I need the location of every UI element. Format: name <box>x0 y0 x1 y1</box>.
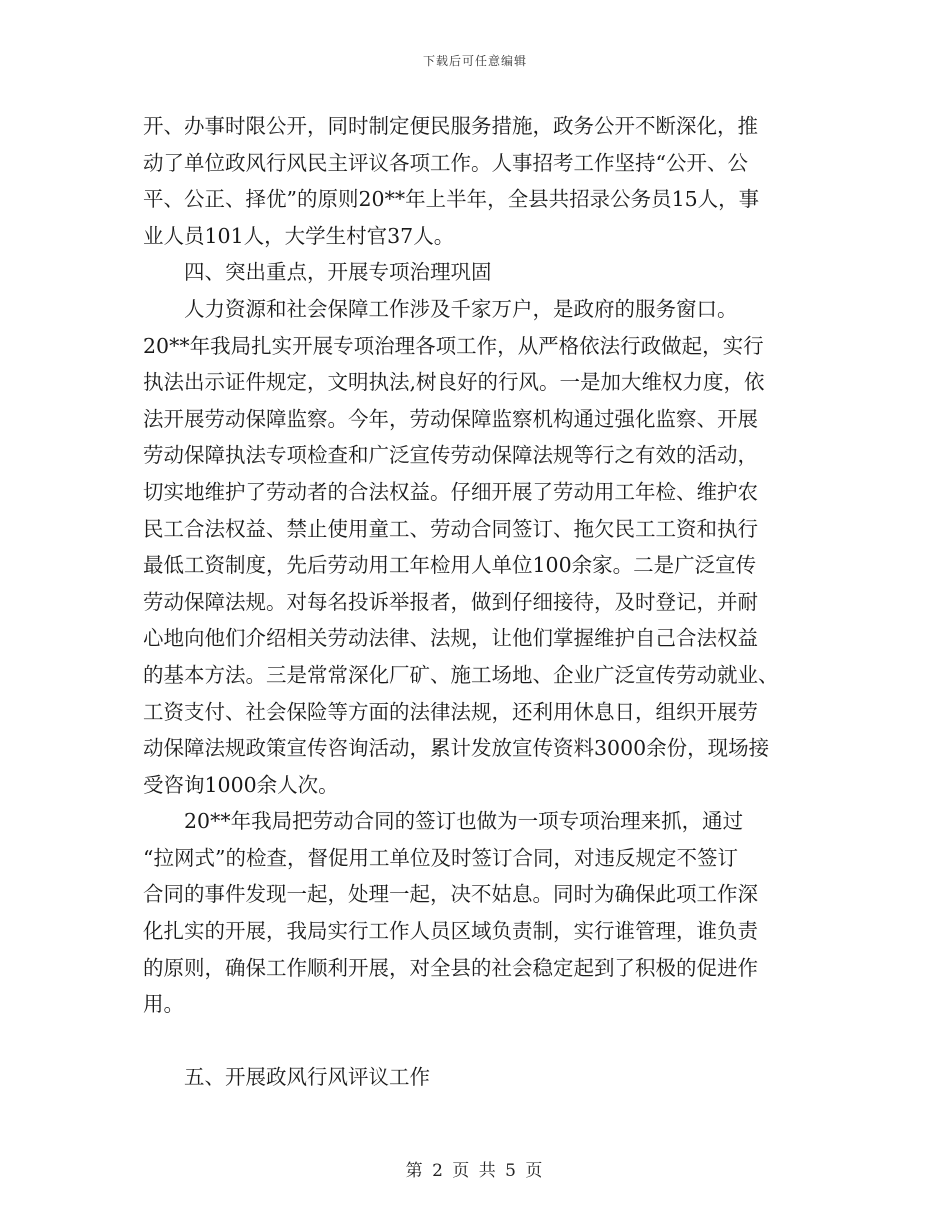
text-line: 劳动保障执法专项检查和广泛宣传劳动保障法规等行之有效的活动， <box>143 443 758 468</box>
text-line: 20**年我局扎实开展专项治理各项工作，从严格依法行政做起，实行 <box>143 333 764 358</box>
text-line: 20**年我局把劳动合同的签订也做为一项专项治理来抓，通过 <box>143 809 744 834</box>
text-line: 工资支付、社会保险等方面的法律法规，还利用休息日，组织开展劳 <box>143 699 758 724</box>
text-line: 受咨询1000余人次。 <box>143 772 339 797</box>
text-line: 动保障法规政策宣传咨询活动，累计发放宣传资料3000余份，现场接 <box>143 736 770 761</box>
page-number: 第 2 页 共 5 页 <box>405 1161 545 1181</box>
text-line: 人力资源和社会保障工作涉及千家万户，是政府的服务窗口。 <box>143 296 738 321</box>
text-line: 执法出示证件规定，文明执法,树良好的行风。一是加大维权力度，依 <box>143 370 765 395</box>
text-line: 的基本方法。三是常常深化厂矿、施工场地、企业广泛宣传劳动就业、 <box>143 662 779 687</box>
text-line: 化扎实的开展，我局实行工作人员区域负责制，实行谁管理，谁负责 <box>143 919 758 944</box>
text-line: 心地向他们介绍相关劳动法律、法规，让他们掌握维护自己合法权益 <box>143 626 758 651</box>
text-line: 法开展劳动保障监察。今年，劳动保障监察机构通过强化监察、开展 <box>143 406 758 431</box>
document-body <box>143 108 809 1096</box>
text-line: 合同的事件发现一起，处理一起，决不姑息。同时为确保此项工作深 <box>143 882 758 907</box>
text-line: 劳动保障法规。对每名投诉举报者，做到仔细接待，及时登记，并耐 <box>143 589 758 614</box>
blank-line <box>143 1023 809 1060</box>
page-header: 下载后可任意编辑 <box>422 54 527 68</box>
text-line: 切实地维护了劳动者的合法权益。仔细开展了劳动用工年检、维护农 <box>143 479 758 504</box>
section-heading: 五、开展政风行风评议工作 <box>143 1065 430 1090</box>
text-line: 开、办事时限公开，同时制定便民服务措施，政务公开不断深化，推 <box>143 114 758 138</box>
text-line: 用。 <box>143 992 184 1017</box>
text-line: 业人员101人，大学生村官37人。 <box>143 223 455 248</box>
text-line: 最低工资制度，先后劳动用工年检用人单位100余家。二是广泛宣传 <box>143 553 757 578</box>
section-heading: 四、突出重点，开展专项治理巩固 <box>143 260 492 285</box>
text-line: 动了单位政风行风民主评议各项工作。人事招考工作坚持“公开、公 <box>143 150 748 175</box>
text-line: 的原则，确保工作顺利开展，对全县的社会稳定起到了积极的促进作 <box>143 955 758 980</box>
text-line: “拉网式”的检查，督促用工单位及时签订合同，对违反规定不签订 <box>143 845 738 870</box>
text-line: 民工合法权益、禁止使用童工、劳动合同签订、拖欠民工工资和执行 <box>143 516 758 541</box>
text-line: 平、公正、择优”的原则20**年上半年，全县共招录公务员15人，事 <box>143 187 760 212</box>
